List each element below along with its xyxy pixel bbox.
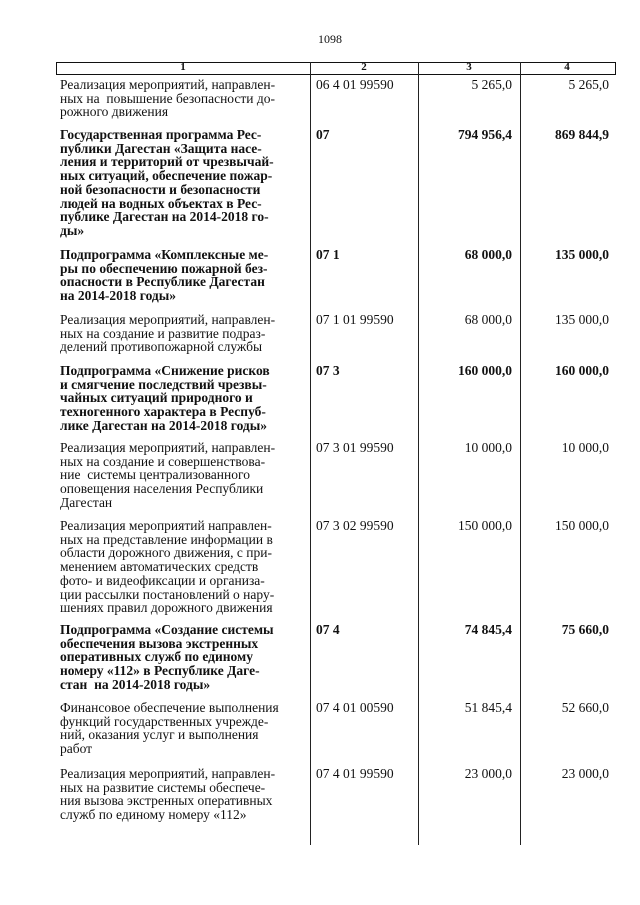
header-col-3: 3 (466, 61, 472, 73)
description-line: рожного движения (60, 104, 169, 120)
header-col-1: 1 (180, 61, 186, 73)
column-divider (310, 62, 311, 845)
amount-col3-cell: 10 000,0 (464, 440, 512, 455)
description-line: ных на развитие системы обеспече- (60, 779, 266, 795)
description-line: людей на водных объектах в Рес- (60, 195, 262, 211)
description-line: менением автоматических средств (60, 559, 259, 575)
amount-col4-cell: 10 000,0 (561, 440, 609, 455)
description-line: функций государственных учрежде- (60, 713, 269, 729)
description-line: ды» (60, 222, 85, 238)
description-line: Дагестан (60, 494, 113, 510)
item-description-cell (60, 701, 306, 756)
budget-code-cell: 07 1 (316, 247, 340, 262)
amount-col3-cell: 150 000,0 (458, 518, 512, 533)
amount-col3-cell: 23 000,0 (464, 766, 512, 781)
amount-col3-cell: 74 845,4 (464, 622, 512, 637)
budget-code-cell: 07 4 (316, 622, 340, 637)
header-col-2: 2 (361, 61, 367, 73)
description-line: делений противопожарной службы (60, 339, 263, 355)
description-line: и смягчение последствий чрезвы- (60, 376, 267, 392)
item-description-cell (60, 78, 306, 119)
description-line: оперативных служб по единому (60, 649, 253, 665)
description-line: стан на 2014-2018 годы» (60, 676, 211, 692)
description-line: номеру «112» в Республике Даге- (60, 663, 260, 679)
description-line: Реализация мероприятий, направлен- (60, 77, 276, 92)
description-line: ции рассылки постановлений о нару- (60, 586, 275, 602)
item-description-cell (60, 441, 306, 510)
description-line: ной безопасности и безопасности (60, 181, 261, 197)
amount-col4-cell: 52 660,0 (561, 700, 609, 715)
amount-col4-cell: 160 000,0 (555, 363, 609, 378)
description-line: на 2014-2018 годы» (60, 288, 177, 304)
header-col-4: 4 (564, 61, 570, 73)
description-line: ние системы централизованного (60, 467, 250, 483)
budget-code-cell: 07 4 01 00590 (316, 700, 394, 715)
item-description-cell (60, 128, 306, 238)
budget-code-cell: 06 4 01 99590 (316, 77, 394, 92)
description-line: области дорожного движения, с при- (60, 545, 272, 561)
budget-code-cell: 07 1 01 99590 (316, 312, 394, 327)
description-line: Реализация мероприятий, направлен- (60, 766, 276, 781)
amount-col3-cell: 5 265,0 (471, 77, 512, 92)
description-line: оповещения населения Республики (60, 481, 264, 497)
budget-code-cell: 07 4 01 99590 (316, 766, 394, 781)
amount-col3-cell: 68 000,0 (464, 312, 512, 327)
budget-code-cell: 07 3 01 99590 (316, 440, 394, 455)
amount-col4-cell: 5 265,0 (568, 77, 609, 92)
description-line: ных на повышение безопасности до- (60, 90, 275, 106)
item-description-cell (60, 519, 306, 615)
description-line: Реализация мероприятий направлен- (60, 518, 272, 533)
table-header-row (56, 62, 616, 75)
description-line: ний, оказания услуг и выполнения (60, 727, 259, 743)
amount-col3-cell: 51 845,4 (464, 700, 512, 715)
description-line: чайных ситуаций природного и (60, 390, 253, 406)
budget-code-cell: 07 3 02 99590 (316, 518, 394, 533)
description-line: Подпрограмма «Создание системы (60, 622, 274, 637)
item-description-cell (60, 313, 306, 354)
item-description-cell (60, 767, 306, 822)
amount-col4-cell: 75 660,0 (561, 622, 609, 637)
description-line: ления и территорий от чрезвычай- (60, 154, 274, 170)
description-line: работ (60, 741, 93, 757)
amount-col3-cell: 794 956,4 (458, 127, 512, 142)
description-line: Финансовое обеспечение выполнения (60, 700, 279, 715)
description-line: ных на создание и совершенствова- (60, 453, 266, 469)
item-description-cell (60, 623, 306, 692)
column-divider (418, 62, 419, 845)
description-line: публике Дагестан на 2014-2018 го- (60, 209, 269, 225)
description-line: лике Дагестан на 2014-2018 годы» (60, 417, 268, 433)
description-line: обеспечения вызова экстренных (60, 635, 259, 651)
amount-col3-cell: 68 000,0 (464, 247, 512, 262)
amount-col4-cell: 23 000,0 (561, 766, 609, 781)
column-divider (520, 62, 521, 845)
amount-col4-cell: 869 844,9 (555, 127, 609, 142)
amount-col3-cell: 160 000,0 (458, 363, 512, 378)
amount-col4-cell: 150 000,0 (555, 518, 609, 533)
description-line: техногенного характера в Респуб- (60, 404, 266, 420)
description-line: служб по единому номеру «112» (60, 807, 247, 823)
description-line: Реализация мероприятий, направлен- (60, 312, 276, 327)
description-line: Государственная программа Рес- (60, 127, 262, 142)
amount-col4-cell: 135 000,0 (555, 312, 609, 327)
description-line: ных на создание и развитие подраз- (60, 325, 266, 341)
description-line: ния вызова экстренных оперативных (60, 793, 273, 809)
description-line: Подпрограмма «Снижение рисков (60, 363, 270, 378)
budget-code-cell: 07 3 (316, 363, 340, 378)
amount-col4-cell: 135 000,0 (555, 247, 609, 262)
budget-code-cell: 07 (316, 127, 330, 142)
item-description-cell (60, 248, 306, 303)
description-line: ных ситуаций, обеспечение пожар- (60, 168, 273, 184)
description-line: фото- и видеофиксации и организа- (60, 572, 265, 588)
description-line: ры по обеспечению пожарной без- (60, 260, 268, 276)
description-line: публики Дагестан «Защита насе- (60, 140, 262, 156)
description-line: Подпрограмма «Комплексные ме- (60, 247, 269, 262)
description-line: ных на представление информации в (60, 531, 273, 547)
page-number: 1098 (318, 32, 342, 46)
description-line: Реализация мероприятий, направлен- (60, 440, 276, 455)
description-line: опасности в Республике Дагестан (60, 274, 265, 290)
description-line: шениях правил дорожного движения (60, 600, 273, 616)
item-description-cell (60, 364, 306, 433)
